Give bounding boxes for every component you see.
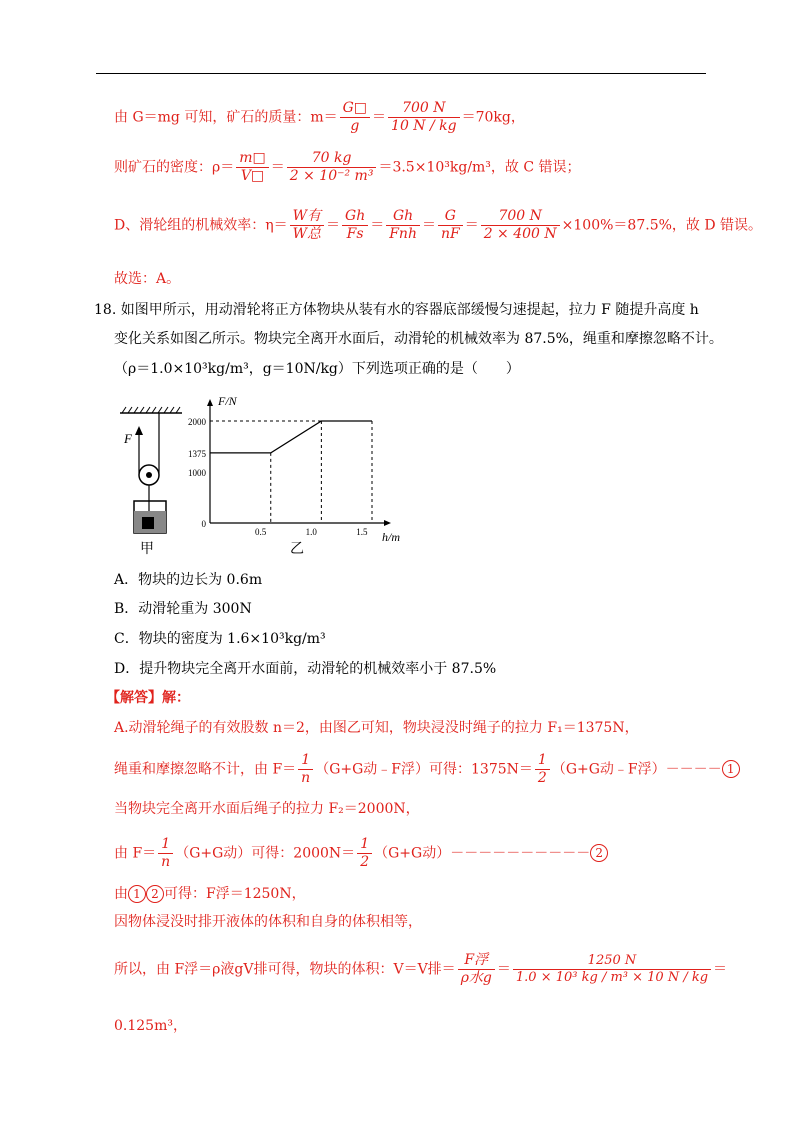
answer-line: 故选：A。: [114, 271, 181, 287]
force-height-chart: [188, 394, 400, 557]
numerator: F浮: [458, 952, 495, 970]
force-series-line: [210, 421, 372, 453]
solution-line-mass: [114, 100, 525, 135]
y-tick-label: 0: [201, 519, 206, 529]
numerator: 1250 N: [513, 953, 711, 970]
pulley-apparatus: [120, 407, 182, 533]
text: 由 G＝mg 可知，矿石的质量：m＝: [114, 109, 338, 126]
numerator: 1: [158, 836, 173, 854]
denominator: 2: [537, 769, 547, 786]
fraction: [342, 208, 368, 243]
analysis-line-8: 0.125m³，: [114, 1018, 187, 1034]
analysis-line-3: 当物块完全离开水面后绳子的拉力 F₂＝2000N，: [114, 801, 420, 817]
analysis-title: 【解答】解：: [106, 690, 190, 706]
fraction: [357, 836, 372, 871]
numerator: Gh: [342, 208, 368, 226]
fraction: [388, 100, 460, 135]
text: 由 F＝: [114, 845, 157, 862]
fraction: [386, 208, 420, 243]
fraction: [158, 836, 173, 871]
y-tick-label: 2000: [188, 417, 206, 427]
numerator: 700 N: [481, 208, 560, 226]
analysis-line-7: [114, 952, 727, 987]
x-tick-label: 1.0: [305, 527, 317, 537]
numerator: 70 kg: [287, 150, 377, 168]
option-c: C．物块的密度为 1.6×10³kg/m³: [114, 631, 326, 647]
denominator: Fs: [346, 225, 364, 242]
solution-line-efficiency: D、滑轮组的机械效率：η＝ $\frac{\text{W有}}{\text{W总}}$ ＝ $\frac{Gh}{Fs}$ ＝ $\frac{Gh}{\text{Fnh}}$ ＝ $\frac{G}{nF}$ ＝ $\frac{700 N}{2 \times 400 N}$ ×100%＝87.5%，故 D 错误。: [114, 208, 763, 242]
fraction: [513, 953, 711, 985]
option-b: B．动滑轮重为 300N: [114, 601, 252, 617]
analysis-line-5: [114, 885, 306, 903]
circle-number-1: 1: [722, 760, 740, 778]
question-line-3: （ρ＝1.0×10³kg/m³，g＝10N/kg）下列选项正确的是（ ）: [114, 361, 520, 377]
option-d: D．提升物块完全离开水面前，动滑轮的机械效率小于 87.5%: [114, 661, 497, 677]
text: （G+G动﹣F浮）－－－－: [551, 761, 722, 778]
text: ＝: [372, 109, 387, 126]
question-line-2: 变化关系如图乙所示。物块完全离开水面后，动滑轮的机械效率为 87.5%，绳重和摩擦忽略不计。: [114, 331, 723, 347]
label-jia: 甲: [140, 541, 154, 557]
fraction: [298, 752, 313, 787]
analysis-line-2: [114, 752, 740, 787]
denominator: 2 × 400 N: [483, 225, 557, 242]
denominator: 2 × 10⁻² m³: [289, 167, 374, 184]
text: 所以，由 F浮＝ρ液gV排可得，物块的体积：V＝V排＝: [114, 961, 456, 978]
denominator: n: [161, 853, 171, 870]
denominator: ρ水g: [460, 969, 492, 986]
text: 可得：F浮＝1250N，: [164, 886, 306, 902]
fraction: [290, 208, 324, 243]
numerator: 1: [357, 836, 372, 854]
text: ×100%＝87.5%，故 D 错误。: [561, 217, 763, 234]
numerator: 700 N: [388, 100, 460, 118]
fraction: [481, 208, 560, 243]
text: （G+G动﹣F浮）可得：1375N＝: [315, 761, 533, 778]
analysis-line-4: [114, 836, 608, 871]
fraction: [340, 100, 370, 135]
question-number: 18.: [94, 302, 117, 318]
question-line-1: [94, 302, 699, 319]
x-axis-label: h/m: [382, 530, 400, 544]
denominator: V□: [240, 167, 265, 184]
text: ＝: [713, 961, 728, 978]
y-axis-arrow: [207, 399, 213, 406]
denominator: g: [350, 117, 360, 134]
y-axis-label: F/N: [218, 394, 237, 408]
text: D、滑轮组的机械效率：η＝: [114, 217, 288, 234]
denominator: 10 N / kg: [391, 117, 457, 134]
text: 绳重和摩擦忽略不计，由 F＝: [114, 761, 297, 778]
header-rule: [96, 73, 706, 74]
force-label: F: [124, 431, 132, 446]
numerator: 1: [298, 752, 313, 770]
option-a: A．物块的边长为 0.6m: [114, 572, 263, 588]
text: （G+G动）可得：2000N＝: [175, 845, 356, 862]
denominator: 2: [360, 853, 370, 870]
denominator: 1.0 × 10³ kg / m³ × 10 N / kg: [515, 969, 709, 985]
circle-number-1: 1: [128, 885, 146, 903]
numerator: 1: [535, 752, 550, 770]
numerator: m□: [236, 150, 269, 168]
label-yi: 乙: [290, 541, 304, 557]
y-tick-label: 1375: [188, 448, 206, 459]
fraction: [287, 150, 377, 185]
circle-number-2: 2: [146, 885, 164, 903]
numerator: G□: [340, 100, 370, 118]
figure: [112, 393, 422, 558]
x-axis-arrow: [384, 520, 391, 526]
text: 则矿石的密度：ρ＝: [114, 159, 235, 176]
x-tick-label: 0.5: [255, 527, 267, 537]
y-tick-label: 1000: [188, 468, 206, 478]
text: ＝3.5×10³kg/m³，故 C 错误；: [378, 159, 581, 176]
text: 由: [114, 886, 128, 902]
numerator: W有: [290, 208, 324, 226]
analysis-line-6: 因物体浸没时排开液体的体积和自身的体积相等，: [114, 914, 422, 930]
text: ＝: [270, 159, 285, 176]
fraction: [236, 150, 269, 185]
fraction: [438, 208, 463, 243]
x-tick-label: 1.5: [356, 527, 368, 537]
text: ＝70kg，: [461, 109, 525, 126]
numerator: G: [438, 208, 463, 226]
numerator: Gh: [386, 208, 420, 226]
denominator: Fnh: [389, 225, 417, 242]
text: ＝: [496, 961, 511, 978]
fraction: [458, 952, 495, 987]
denominator: nF: [440, 225, 460, 242]
fraction: [535, 752, 550, 787]
text: （G+G动）－－－－－－－－－－: [374, 845, 591, 862]
denominator: W总: [292, 225, 322, 242]
solution-line-density: [114, 150, 581, 185]
analysis-line-1: A.动滑轮绳子的有效股数 n＝2，由图乙可知，物块浸没时绳子的拉力 F₁＝1375N，: [114, 720, 639, 736]
circle-number-2: 2: [590, 844, 608, 862]
denominator: n: [301, 769, 311, 786]
text: 如图甲所示，用动滑轮将正方体物块从装有水的容器底部缓慢匀速提起，拉力 F 随提升高度 h: [120, 302, 699, 318]
